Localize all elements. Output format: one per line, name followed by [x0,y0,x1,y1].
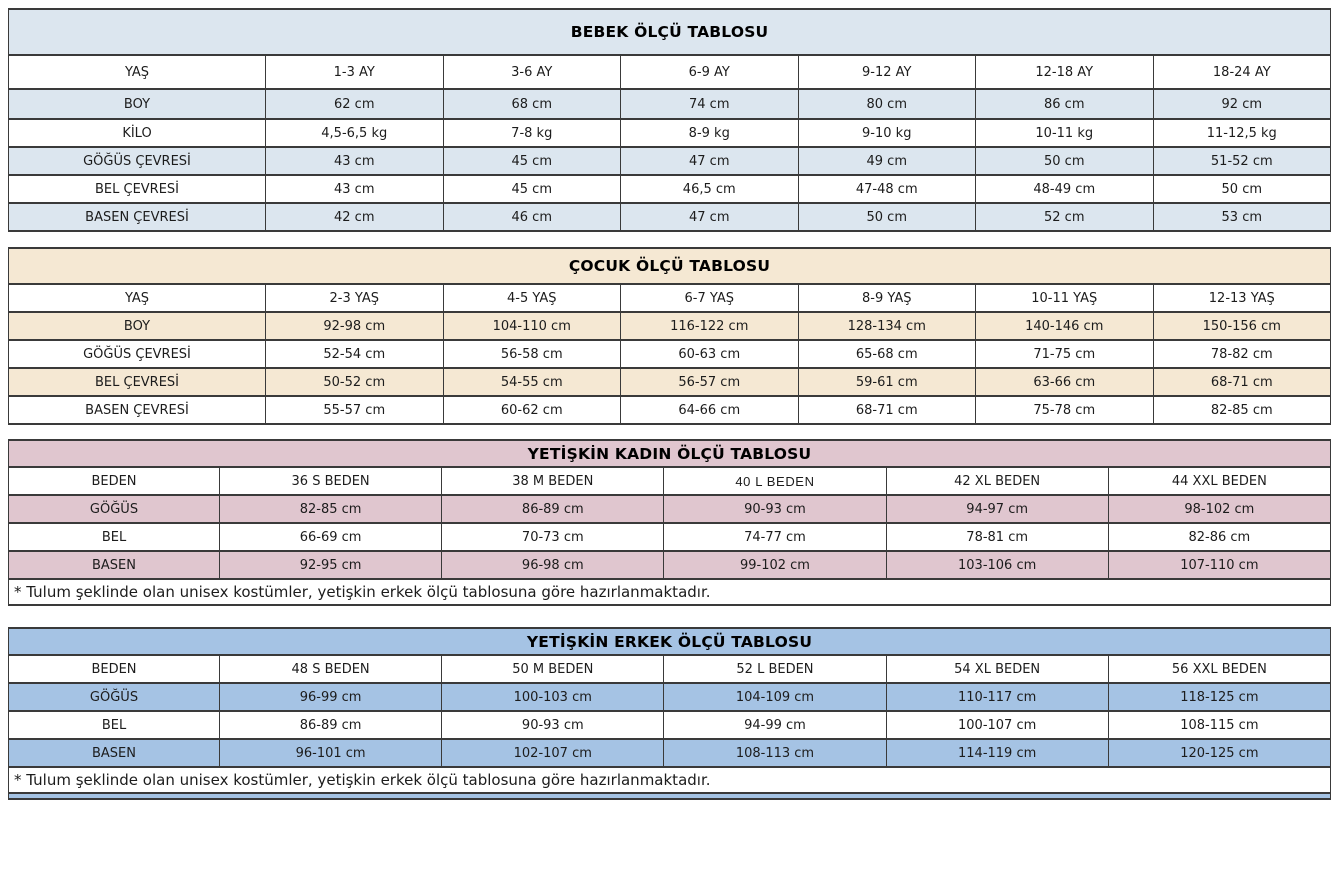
value-cell: 2-3 YAŞ [266,284,444,312]
value-cell: 11-12,5 kg [1153,119,1331,147]
value-cell: 68-71 cm [1153,368,1331,396]
value-cell: 10-11 kg [976,119,1154,147]
value-cell: 43 cm [266,147,444,175]
value-cell: 52 L BEDEN [664,655,886,683]
row-label-cell: BEL [9,523,220,551]
value-cell: 8-9 kg [621,119,799,147]
value-cell: 108-113 cm [664,739,886,767]
table-row [9,683,1331,711]
value-cell: 90-93 cm [664,495,886,523]
value-cell: 7-8 kg [443,119,621,147]
value-cell: 40 L BEDEN [664,467,886,495]
value-cell: 107-110 cm [1108,551,1330,579]
value-cell: 78-82 cm [1153,340,1331,368]
table-row [9,368,1331,396]
value-cell: 92-98 cm [266,312,444,340]
value-cell: 92-95 cm [220,551,442,579]
value-cell: 42 XL BEDEN [886,467,1108,495]
table-footer-strip [9,793,1331,799]
value-cell: 96-98 cm [442,551,664,579]
value-cell: 50 M BEDEN [442,655,664,683]
value-cell: 4,5-6,5 kg [266,119,444,147]
value-cell: 47-48 cm [798,175,976,203]
row-label-cell: GÖĞÜS ÇEVRESİ [9,340,266,368]
value-cell: 45 cm [443,175,621,203]
table-row [9,55,1331,89]
value-cell: 96-101 cm [220,739,442,767]
value-cell: 56 XXL BEDEN [1108,655,1330,683]
value-cell: 82-85 cm [1153,396,1331,424]
value-cell: 56-57 cm [621,368,799,396]
row-label-cell: BEL [9,711,220,739]
table-row [9,203,1331,231]
value-cell: 116-122 cm [621,312,799,340]
value-cell: 102-107 cm [442,739,664,767]
value-cell: 64-66 cm [621,396,799,424]
value-cell: 8-9 YAŞ [798,284,976,312]
value-cell: 45 cm [443,147,621,175]
row-label-cell: BASEN ÇEVRESİ [9,203,266,231]
value-cell: 54 XL BEDEN [886,655,1108,683]
value-cell: 50 cm [1153,175,1331,203]
row-label-cell: BOY [9,312,266,340]
value-cell: 75-78 cm [976,396,1154,424]
table-row [9,655,1331,683]
row-label-cell: KİLO [9,119,266,147]
table-row [9,467,1331,495]
value-cell: 66-69 cm [220,523,442,551]
value-cell: 63-66 cm [976,368,1154,396]
value-cell: 59-61 cm [798,368,976,396]
value-cell: 44 XXL BEDEN [1108,467,1330,495]
table-row [9,739,1331,767]
table-row [9,523,1331,551]
value-cell: 46,5 cm [621,175,799,203]
value-cell: 74 cm [621,89,799,119]
value-cell: 50 cm [798,203,976,231]
value-cell: 60-62 cm [443,396,621,424]
value-cell: 78-81 cm [886,523,1108,551]
row-label-cell: GÖĞÜS [9,683,220,711]
value-cell: 62 cm [266,89,444,119]
value-cell: 99-102 cm [664,551,886,579]
value-cell: 53 cm [1153,203,1331,231]
row-label-cell: BEL ÇEVRESİ [9,368,266,396]
table-title: BEBEK ÖLÇÜ TABLOSU [9,9,1331,55]
value-cell: 9-12 AY [798,55,976,89]
table-row [9,119,1331,147]
size-table-erkek [8,627,1331,800]
size-table-bebek [8,8,1331,232]
value-cell: 46 cm [443,203,621,231]
row-label-cell: BEDEN [9,655,220,683]
value-cell: 100-103 cm [442,683,664,711]
table-row [9,340,1331,368]
value-cell: 96-99 cm [220,683,442,711]
row-label-cell: GÖĞÜS [9,495,220,523]
value-cell: 52-54 cm [266,340,444,368]
value-cell: 92 cm [1153,89,1331,119]
table-note-row [9,579,1331,605]
row-label-cell: YAŞ [9,55,266,89]
table-title: YETİŞKİN ERKEK ÖLÇÜ TABLOSU [9,628,1331,655]
size-tables-container [8,8,1330,800]
value-cell: 71-75 cm [976,340,1154,368]
value-cell: 36 S BEDEN [220,467,442,495]
value-cell: 38 M BEDEN [442,467,664,495]
table-row [9,396,1331,424]
value-cell: 82-86 cm [1108,523,1330,551]
value-cell: 65-68 cm [798,340,976,368]
value-cell: 98-102 cm [1108,495,1330,523]
value-cell: 55-57 cm [266,396,444,424]
row-label-cell: BASEN ÇEVRESİ [9,396,266,424]
value-cell: 12-18 AY [976,55,1154,89]
value-cell: 94-99 cm [664,711,886,739]
value-cell: 10-11 YAŞ [976,284,1154,312]
row-label-cell: BEL ÇEVRESİ [9,175,266,203]
value-cell: 150-156 cm [1153,312,1331,340]
row-label-cell: BASEN [9,739,220,767]
row-label-cell: BASEN [9,551,220,579]
value-cell: 94-97 cm [886,495,1108,523]
value-cell: 114-119 cm [886,739,1108,767]
value-cell: 42 cm [266,203,444,231]
value-cell: 9-10 kg [798,119,976,147]
row-label-cell: YAŞ [9,284,266,312]
value-cell: 3-6 AY [443,55,621,89]
value-cell: 18-24 AY [1153,55,1331,89]
value-cell: 82-85 cm [220,495,442,523]
value-cell: 140-146 cm [976,312,1154,340]
value-cell: 50-52 cm [266,368,444,396]
row-label-cell: BOY [9,89,266,119]
value-cell: 54-55 cm [443,368,621,396]
value-cell: 86-89 cm [220,711,442,739]
value-cell: 120-125 cm [1108,739,1330,767]
table-title-row [9,440,1331,467]
table-title-row [9,9,1331,55]
value-cell: 108-115 cm [1108,711,1330,739]
row-label-cell: BEDEN [9,467,220,495]
value-cell: 12-13 YAŞ [1153,284,1331,312]
value-cell: 128-134 cm [798,312,976,340]
value-cell: 60-63 cm [621,340,799,368]
value-cell: 80 cm [798,89,976,119]
value-cell: 100-107 cm [886,711,1108,739]
table-row [9,89,1331,119]
table-row [9,147,1331,175]
value-cell: 47 cm [621,147,799,175]
table-row [9,284,1331,312]
row-label-cell: GÖĞÜS ÇEVRESİ [9,147,266,175]
table-row [9,495,1331,523]
value-cell: 1-3 AY [266,55,444,89]
table-note-row [9,767,1331,793]
value-cell: 104-109 cm [664,683,886,711]
size-table-cocuk [8,247,1331,425]
value-cell: 48-49 cm [976,175,1154,203]
value-cell: 4-5 YAŞ [443,284,621,312]
value-cell: 68 cm [443,89,621,119]
table-row [9,312,1331,340]
value-cell: 6-7 YAŞ [621,284,799,312]
value-cell: 90-93 cm [442,711,664,739]
value-cell: 43 cm [266,175,444,203]
value-cell: 103-106 cm [886,551,1108,579]
table-row [9,711,1331,739]
value-cell: 68-71 cm [798,396,976,424]
table-row [9,175,1331,203]
value-cell: 6-9 AY [621,55,799,89]
table-title-row [9,248,1331,284]
value-cell: 50 cm [976,147,1154,175]
table-row [9,551,1331,579]
footer-strip-cell [9,793,1331,799]
value-cell: 86 cm [976,89,1154,119]
value-cell: 104-110 cm [443,312,621,340]
table-note: * Tulum şeklinde olan unisex kostümler, yetişkin erkek ölçü tablosuna göre hazırlanmaktadır. [9,579,1331,605]
value-cell: 74-77 cm [664,523,886,551]
value-cell: 110-117 cm [886,683,1108,711]
value-cell: 49 cm [798,147,976,175]
table-title: ÇOCUK ÖLÇÜ TABLOSU [9,248,1331,284]
table-title: YETİŞKİN KADIN ÖLÇÜ TABLOSU [9,440,1331,467]
value-cell: 118-125 cm [1108,683,1330,711]
table-note: * Tulum şeklinde olan unisex kostümler, yetişkin erkek ölçü tablosuna göre hazırlanmaktadır. [9,767,1331,793]
value-cell: 51-52 cm [1153,147,1331,175]
value-cell: 48 S BEDEN [220,655,442,683]
table-title-row [9,628,1331,655]
value-cell: 47 cm [621,203,799,231]
size-table-kadin [8,439,1331,606]
value-cell: 56-58 cm [443,340,621,368]
value-cell: 52 cm [976,203,1154,231]
value-cell: 86-89 cm [442,495,664,523]
value-cell: 70-73 cm [442,523,664,551]
